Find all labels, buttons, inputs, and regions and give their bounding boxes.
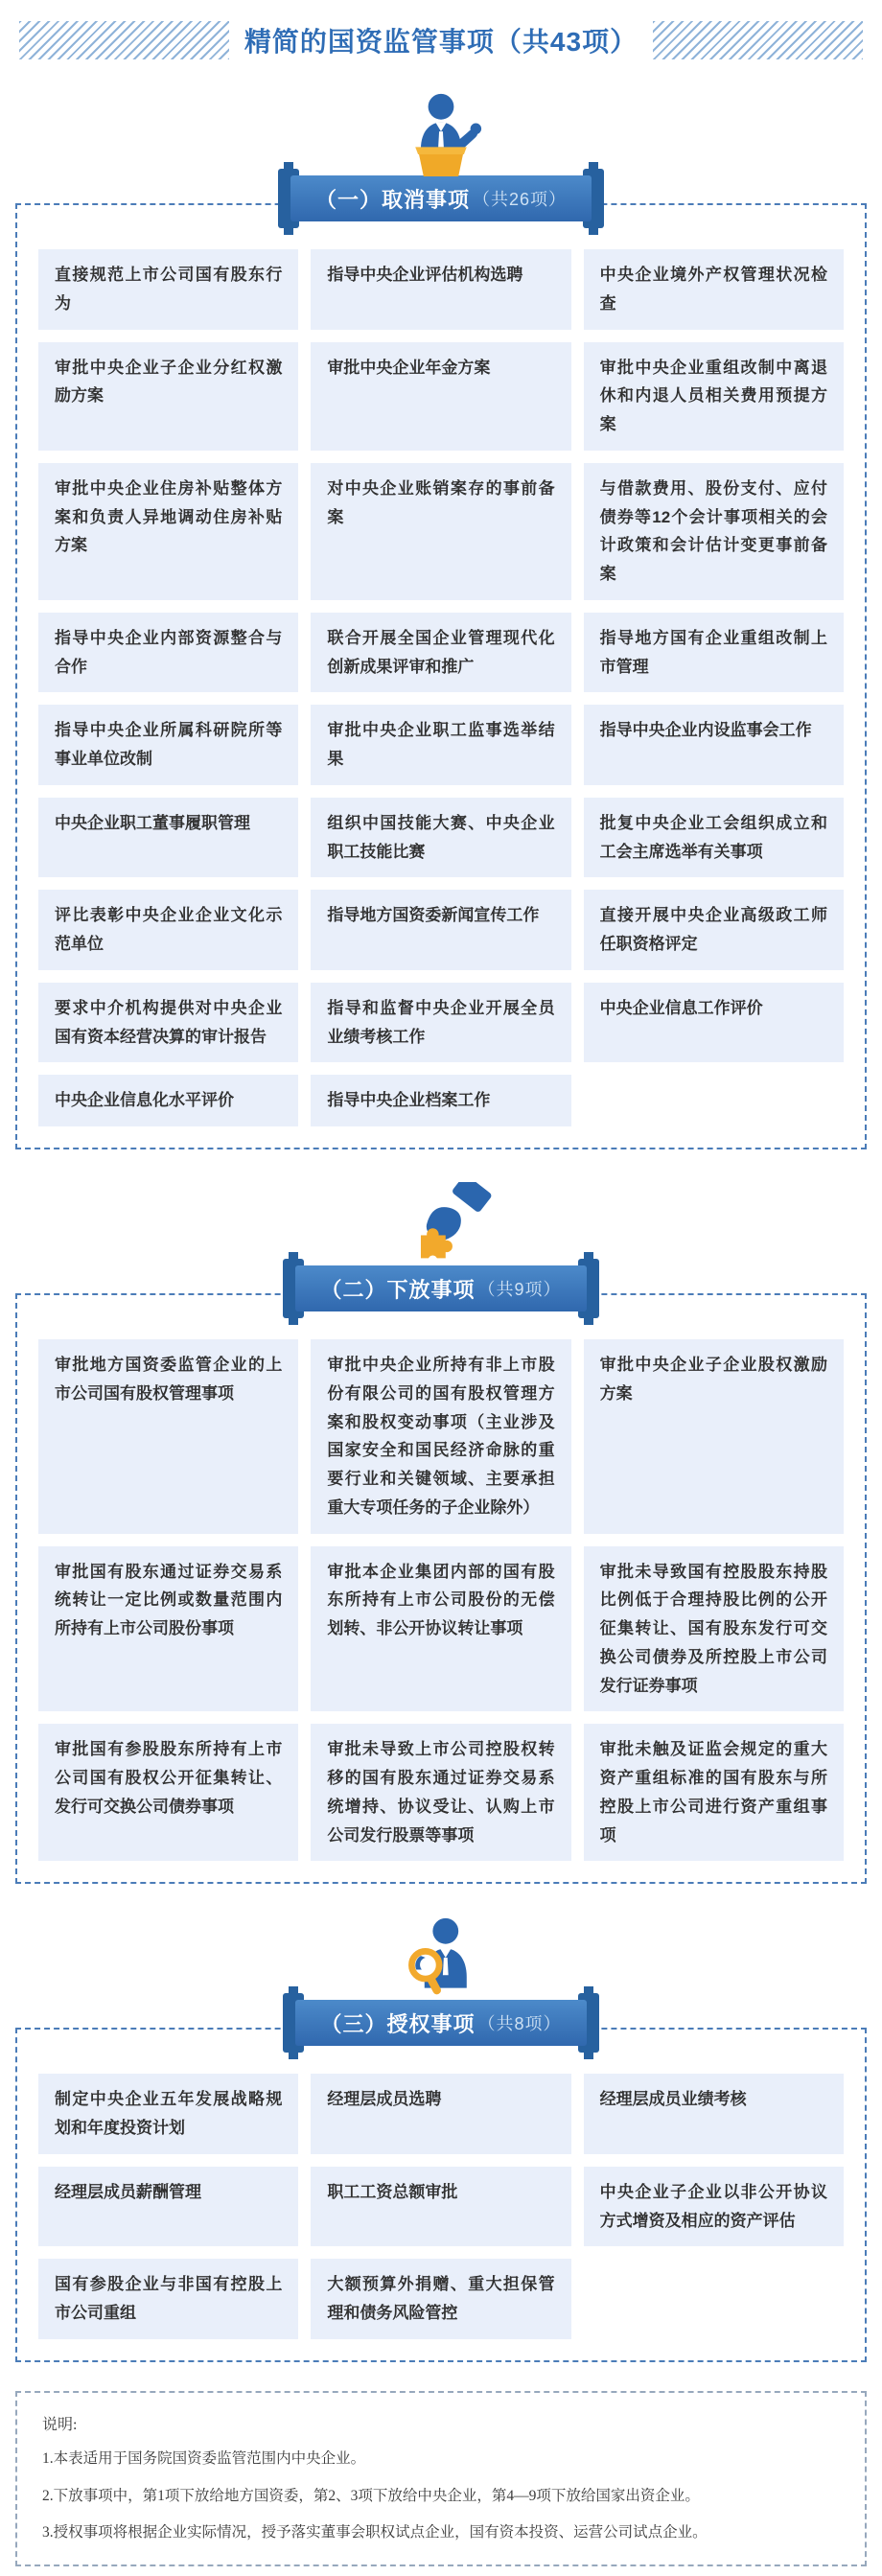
item-cell: 指导和监督中央企业开展全员业绩考核工作 bbox=[311, 983, 570, 1063]
section-count: （共8项） bbox=[477, 2014, 562, 2034]
item-cell: 职工工资总额审批 bbox=[311, 2167, 570, 2247]
left-stripe-decoration bbox=[19, 21, 229, 59]
item-cell: 指导地方国资委新闻宣传工作 bbox=[311, 890, 570, 970]
note-line: 3.授权事项将根据企业实际情况，授予落实董事会职权试点企业，国有资本投资、运营公司试点企业。 bbox=[42, 2524, 708, 2541]
items-grid bbox=[38, 2074, 844, 2339]
item-cell: 中央企业境外产权管理状况检查 bbox=[584, 249, 844, 330]
item-cell: 审批未导致国有控股股东持股比例低于合理持股比例的公开征集转让、国有股东发行可交换公司债券及所控股上市公司发行证券事项 bbox=[584, 1546, 844, 1712]
item-cell: 直接规范上市公司国有股东行为 bbox=[38, 249, 298, 330]
section-count: （共9项） bbox=[477, 1280, 562, 1299]
item-cell: 中央企业子企业以非公开协议方式增资及相应的资产评估 bbox=[584, 2167, 844, 2247]
item-cell: 审批中央企业子企业分红权激励方案 bbox=[38, 342, 298, 451]
section-ribbon bbox=[0, 1993, 882, 2053]
item-cell: 指导中央企业内部资源整合与合作 bbox=[38, 613, 298, 693]
item-cell: 审批未触及证监会规定的重大资产重组标准的国有股东与所控股上市公司进行资产重组事项 bbox=[584, 1724, 844, 1861]
item-cell: 批复中央企业工会组织成立和工会主席选举有关事项 bbox=[584, 798, 844, 878]
section-title: （二）下放事项 bbox=[320, 1277, 476, 1302]
section-authorized-items bbox=[0, 1916, 882, 2362]
item-cell: 审批国有股东通过证券交易系统转让一定比例或数量范围内所持有上市公司股份事项 bbox=[38, 1546, 298, 1712]
top-banner bbox=[19, 21, 863, 59]
section-box bbox=[15, 1293, 867, 1884]
section-title: （三）授权事项 bbox=[320, 2011, 476, 2036]
items-grid bbox=[38, 249, 844, 1126]
section-ribbon bbox=[0, 169, 882, 228]
section-count: （共26项） bbox=[472, 190, 568, 209]
item-cell: 对中央企业账销案存的事前备案 bbox=[311, 463, 570, 600]
notes-label: 说明: bbox=[42, 2416, 78, 2433]
section-box bbox=[15, 2028, 867, 2362]
item-cell: 审批地方国资委监管企业的上市公司国有股权管理事项 bbox=[38, 1339, 298, 1534]
ribbon-title bbox=[295, 2000, 586, 2046]
item-cell: 与借款费用、股份支付、应付债券等12个会计事项相关的会计政策和会计估计变更事前备案 bbox=[584, 463, 844, 600]
item-cell: 指导中央企业评估机构选聘 bbox=[311, 249, 570, 330]
item-cell: 审批本企业集团内部的国有股东所持有上市公司股份的无偿划转、非公开协议转让事项 bbox=[311, 1546, 570, 1712]
item-cell: 经理层成员选聘 bbox=[311, 2074, 570, 2154]
notes-box bbox=[15, 2391, 867, 2566]
section-cancelled-items bbox=[0, 92, 882, 1149]
ribbon-title bbox=[290, 175, 592, 221]
item-cell: 审批中央企业重组改制中离退休和内退人员相关费用预提方案 bbox=[584, 342, 844, 451]
item-cell: 指导中央企业所属科研院所等事业单位改制 bbox=[38, 705, 298, 785]
page-title: 精简的国资监管事项（共43项） bbox=[244, 27, 638, 57]
item-cell: 大额预算外捐赠、重大担保管理和债务风险管控 bbox=[311, 2259, 570, 2339]
item-cell: 评比表彰中央企业企业文化示范单位 bbox=[38, 890, 298, 970]
item-cell: 审批中央企业所持有非上市股份有限公司的国有股权管理方案和股权变动事项（主业涉及国家安全和国民经济命脉的重要行业和关键领域、主要承担重大专项任务的子企业除外） bbox=[311, 1339, 570, 1534]
section-box bbox=[15, 203, 867, 1149]
notes-list bbox=[42, 2448, 840, 2545]
item-cell: 指导地方国有企业重组改制上市管理 bbox=[584, 613, 844, 693]
item-cell: 中央企业信息工作评价 bbox=[584, 983, 844, 1063]
item-cell: 制定中央企业五年发展战略规划和年度投资计划 bbox=[38, 2074, 298, 2154]
note-line: 1.本表适用于国务院国资委监管范围内中央企业。 bbox=[42, 2449, 366, 2467]
item-cell: 要求中介机构提供对中央企业国有资本经营决算的审计报告 bbox=[38, 983, 298, 1063]
note-line: 2.下放事项中，第1项下放给地方国资委，第2、3项下放给中央企业，第4—9项下放给国家出资企业。 bbox=[42, 2487, 700, 2504]
item-cell: 审批中央企业住房补贴整体方案和负责人异地调动住房补贴方案 bbox=[38, 463, 298, 600]
section-ribbon bbox=[0, 1259, 882, 1318]
item-cell: 中央企业职工董事履职管理 bbox=[38, 798, 298, 878]
item-cell: 经理层成员业绩考核 bbox=[584, 2074, 844, 2154]
speaker-podium-icon bbox=[0, 92, 882, 176]
item-cell: 经理层成员薪酬管理 bbox=[38, 2167, 298, 2247]
item-cell: 组织中国技能大赛、中央企业职工技能比赛 bbox=[311, 798, 570, 878]
section-delegated-items bbox=[0, 1182, 882, 1884]
item-cell: 审批中央企业子企业股权激励方案 bbox=[584, 1339, 844, 1534]
item-cell: 审批国有参股股东所持有上市公司国有股权公开征集转让、发行可交换公司债券事项 bbox=[38, 1724, 298, 1861]
hand-puzzle-icon bbox=[0, 1182, 882, 1266]
section-title: （一）取消事项 bbox=[314, 187, 470, 212]
items-grid bbox=[38, 1339, 844, 1861]
item-cell: 国有参股企业与非国有控股上市公司重组 bbox=[38, 2259, 298, 2339]
right-stripe-decoration bbox=[653, 21, 863, 59]
item-cell: 指导中央企业档案工作 bbox=[311, 1075, 570, 1126]
item-cell: 审批中央企业职工监事选举结果 bbox=[311, 705, 570, 785]
ribbon-title bbox=[295, 1265, 586, 1311]
item-cell: 指导中央企业内设监事会工作 bbox=[584, 705, 844, 785]
item-cell: 中央企业信息化水平评价 bbox=[38, 1075, 298, 1126]
magnifier-person-icon bbox=[0, 1916, 882, 2001]
item-cell: 联合开展全国企业管理现代化创新成果评审和推广 bbox=[311, 613, 570, 693]
item-cell: 直接开展中央企业高级政工师任职资格评定 bbox=[584, 890, 844, 970]
item-cell: 审批未导致上市公司控股权转移的国有股东通过证券交易系统增持、协议受让、认购上市公司发行股票等事项 bbox=[311, 1724, 570, 1861]
item-cell: 审批中央企业年金方案 bbox=[311, 342, 570, 451]
